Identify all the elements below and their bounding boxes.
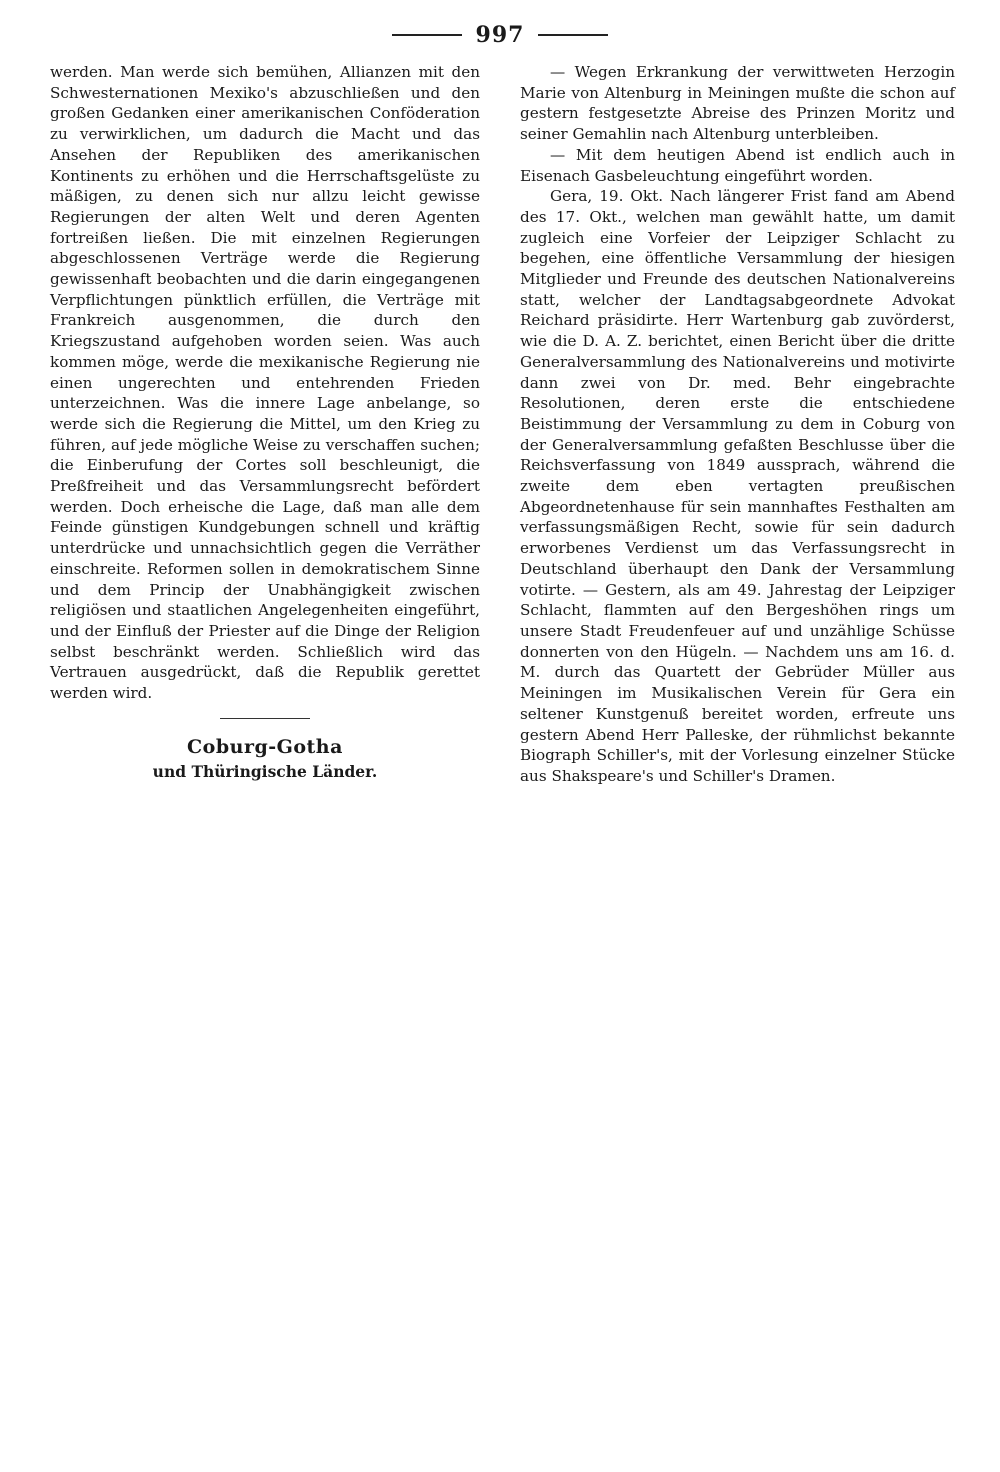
section-title-coburg-gotha: Coburg-Gotha bbox=[187, 735, 343, 758]
header-rule-right bbox=[538, 34, 608, 36]
article-altenburg-paragraph: — Wegen Erkrankung der verwittweten Herzogin Marie von Altenburg in Meiningen mußte die schon auf gestern festgesetzte Abreise des Prinzen Moritz und seiner Gemahlin nach Altenburg unterbleiben. bbox=[520, 63, 955, 144]
page-number: 997 bbox=[475, 22, 525, 48]
article-eisenach-paragraph: — Mit dem heutigen Abend ist endlich auch in Eisenach Gasbeleuchtung eingeführt worden. bbox=[520, 145, 955, 185]
page-header bbox=[0, 22, 1000, 48]
section-subtitle: und Thüringische Länder. bbox=[152, 761, 378, 781]
right-column bbox=[520, 62, 955, 787]
header-rule-left bbox=[392, 34, 462, 36]
article-mexico-paragraph: werden. Man werde sich bemühen, Allianzen mit den Schwesternationen Mexiko's abzuschließen und den großen Gedanken einer amerikanischen Conföderation zu verwirklichen, um dadurch die Macht und das Ansehen der Republiken des amerikanischen Kontinents zu erhöhen und die Herrschaftsgelüste zu mäßigen, zu denen sich nur allzu leicht gewisse Regierungen der alten Welt und deren Agenten fortreißen ließen. Die mit einzelnen Regierungen abgeschlossenen Verträge werde die Regierung gewissenhaft beobachten und die darin eingegangenen Verpflichtungen pünktlich erfüllen, die Verträge mit Frankreich ausgenommen, die durch den Kriegszustand aufgehoben worden seien. Was auch kommen möge, werde die mexikanische Regierung nie einen ungerechten und entehrenden Frieden unterzeichnen. Was die innere Lage anbelange, so werde sich die Regierung die Mittel, um den Krieg zu führen, auf jede mögliche Weise zu verschaffen suchen; die Einberufung der Cortes soll beschleunigt, die Preßfreiheit und das Versammlungsrecht befördert werden. Doch erheische die Lage, daß man alle dem Feinde günstigen Kundgebungen schnell und kräftig unterdrücke und unnachsichtlich gegen die Verräther einschreite. Reformen sollen in demokratischem Sinne und dem Princip der Unabhängigkeit zwischen religiösen und staatlichen Angelegenheiten eingeführt, und der Einfluß der Priester auf die Dinge der Religion selbst beschränkt werden. Schließlich wird das Vertrauen ausgedrückt, daß die Republik gerettet werden wird. bbox=[50, 63, 480, 703]
section-separator bbox=[220, 718, 310, 719]
article-gera-paragraph: Gera, 19. Okt. Nach längerer Frist fand am Abend des 17. Okt., welchen man gewählt hatte, um damit zugleich eine Vorfeier der Leipziger Schlacht zu begehen, eine öffentliche Versammlung der hiesigen Mitglieder und Freunde des deutschen Nationalvereins statt, welcher der Landtagsabgeordnete Advokat Reichard präsidirte. Herr Wartenburg gab zuvörderst, wie die D. A. Z. berichtet, einen Bericht über die dritte Generalversammlung des Nationalvereins und motivirte dann zwei von Dr. med. Behr eingebrachte Resolutionen, deren erste die entschiedene Beistimmung der Versammlung zu dem in Coburg von der Generalversammlung gefaßten Beschlusse über die Reichsverfassung von 1849 aussprach, während die zweite dem eben vertagten preußischen Abgeordnetenhause für sein mannhaftes Festhalten am verfassungsmäßigen Recht, sowie für sein dadurch erworbenes Verdienst um das Verfassungsrecht in Deutschland überhaupt den Dank der Versammlung votirte. — Gestern, als am 49. Jahrestag der Leipziger Schlacht, flammten auf den Bergeshöhen rings um unsere Stadt Freudenfeuer auf und unzählige Schüsse donnerten von den Hügeln. — Nachdem uns am 16. d. M. durch das Quartett der Gebrüder Müller aus Meiningen im Musikalischen Verein für Gera ein seltener Kunstgenuß bereitet worden, erfreute uns gestern Abend Herr Palleske, der rühmlichst bekannte Biograph Schiller's, mit der Vorlesung einzelner Stücke aus Shakspeare's und Schiller's Dramen. bbox=[520, 187, 955, 785]
left-column bbox=[50, 62, 480, 792]
